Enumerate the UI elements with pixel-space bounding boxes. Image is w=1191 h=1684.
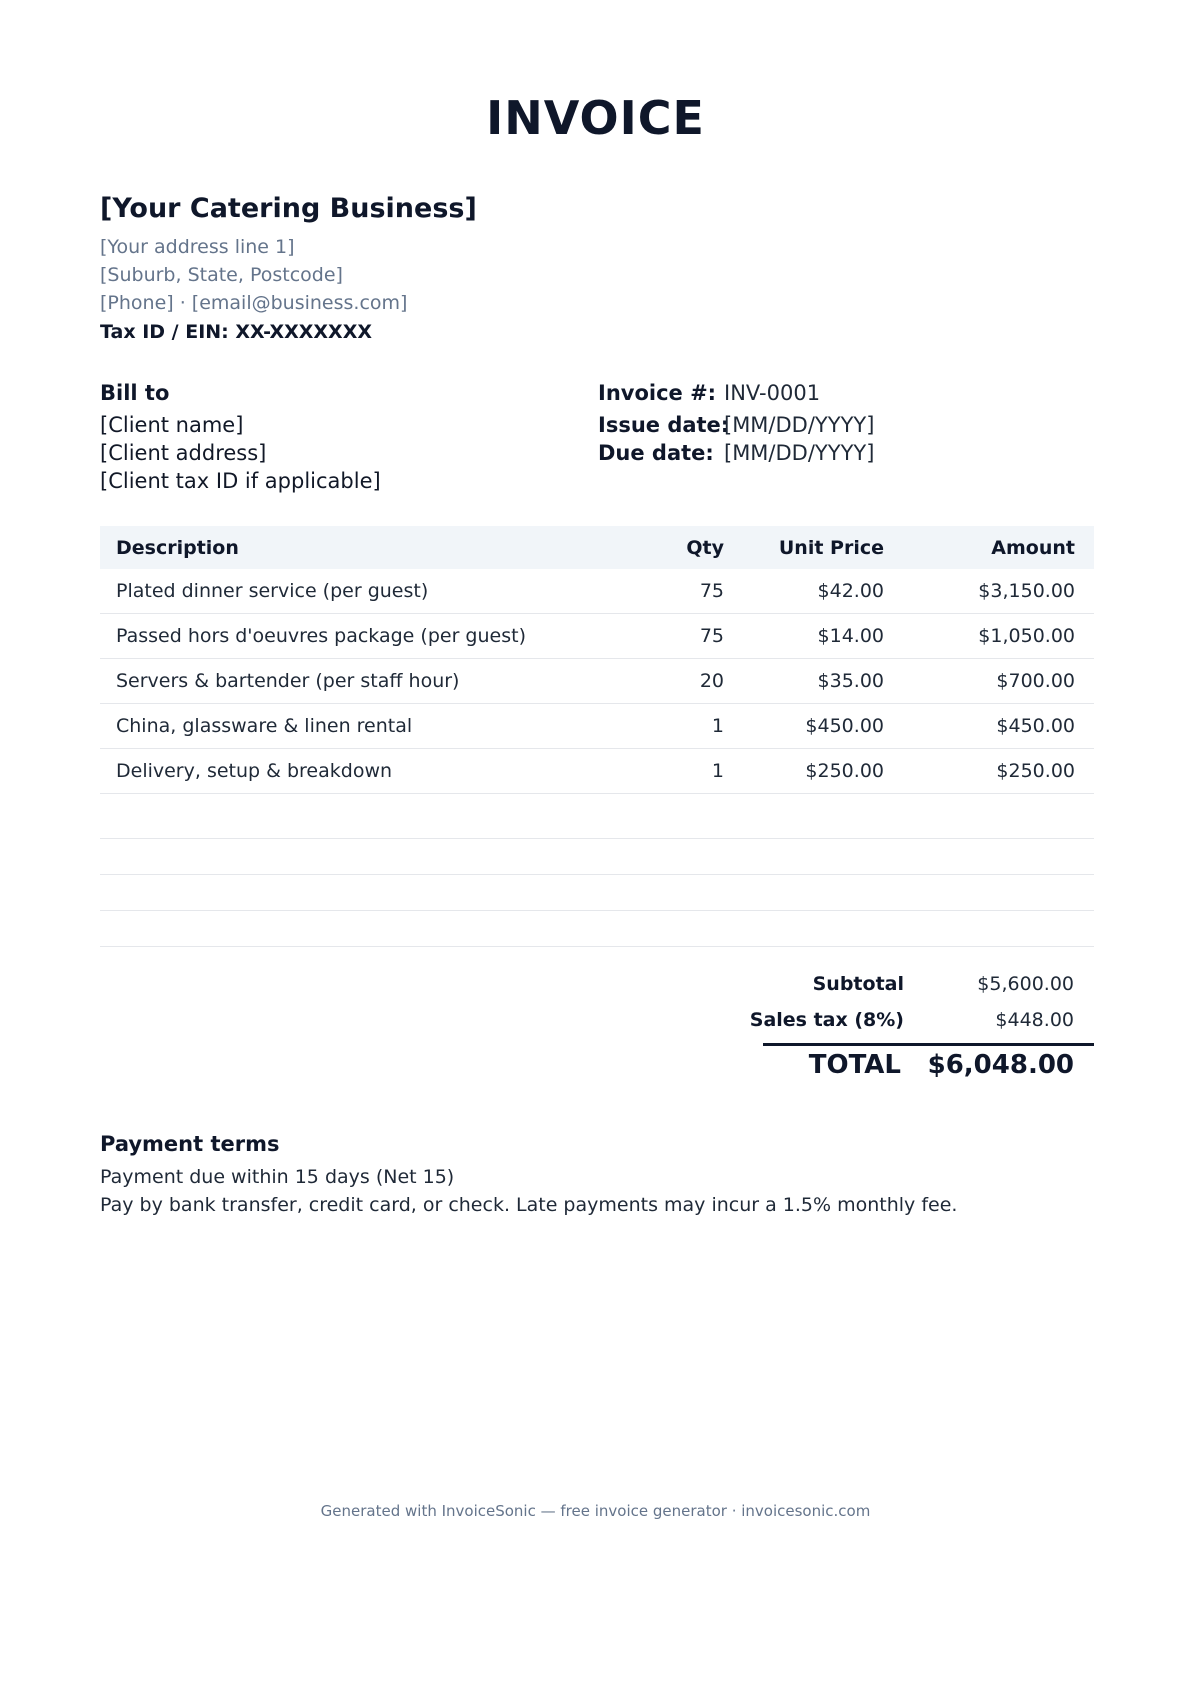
table-row — [100, 659, 1094, 704]
client-name: [Client name] — [100, 413, 244, 437]
item-unit-price: $14.00 — [817, 625, 884, 647]
item-description: Delivery, setup & breakdown — [116, 760, 393, 782]
bill-to-label: Bill to — [100, 381, 170, 405]
invoice-title: INVOICE — [486, 91, 705, 145]
subtotal-label: Subtotal — [812, 973, 904, 995]
item-description: Passed hors d'oeuvres package (per guest) — [116, 625, 526, 647]
header-amount: Amount — [991, 536, 1075, 559]
table-row — [100, 614, 1094, 659]
item-qty: 75 — [699, 625, 724, 647]
due-date-value: [MM/DD/YYYY] — [724, 441, 875, 465]
item-description: Servers & bartender (per staff hour) — [116, 670, 460, 692]
total-value: $6,048.00 — [927, 1050, 1074, 1080]
sales-tax-label: Sales tax (8%) — [749, 1009, 904, 1031]
payment-terms-line-2: Pay by bank transfer, credit card, or check. Late payments may incur a 1.5% monthly fee. — [100, 1194, 958, 1216]
header-unit-price: Unit Price — [778, 536, 884, 559]
empty-table-row — [100, 875, 1094, 911]
item-amount: $3,150.00 — [978, 580, 1075, 602]
item-amount: $450.00 — [996, 715, 1075, 737]
item-amount: $1,050.00 — [978, 625, 1075, 647]
payment-terms-heading: Payment terms — [100, 1132, 280, 1156]
empty-table-row — [100, 911, 1094, 947]
header-qty: Qty — [686, 536, 724, 559]
line-items-table — [100, 526, 1094, 947]
subtotal-value: $5,600.00 — [977, 973, 1074, 995]
invoice-number-value: INV-0001 — [724, 381, 821, 405]
business-address-line-1: [Your address line 1] — [100, 236, 295, 258]
empty-table-row — [100, 794, 1094, 839]
item-qty: 1 — [711, 715, 724, 737]
header-description: Description — [116, 536, 239, 559]
item-qty: 75 — [699, 580, 724, 602]
table-row — [100, 704, 1094, 749]
payment-terms-line-1: Payment due within 15 days (Net 15) — [100, 1166, 455, 1188]
issue-date-label: Issue date: — [598, 413, 730, 437]
invoice-number-label: Invoice #: — [598, 381, 717, 405]
item-unit-price: $250.00 — [805, 760, 884, 782]
client-tax-id: [Client tax ID if applicable] — [100, 469, 381, 493]
item-unit-price: $42.00 — [817, 580, 884, 602]
table-row — [100, 569, 1094, 614]
item-description: Plated dinner service (per guest) — [116, 580, 429, 602]
business-address-line-2: [Suburb, State, Postcode] — [100, 264, 343, 286]
client-address: [Client address] — [100, 441, 267, 465]
sales-tax-value: $448.00 — [995, 1009, 1074, 1031]
business-contact: [Phone] · [email@business.com] — [100, 292, 408, 314]
item-amount: $250.00 — [996, 760, 1075, 782]
item-qty: 20 — [699, 670, 724, 692]
total-divider — [763, 1043, 1094, 1046]
item-unit-price: $450.00 — [805, 715, 884, 737]
table-header-row — [100, 526, 1094, 569]
due-date-label: Due date: — [598, 441, 714, 465]
empty-table-row — [100, 839, 1094, 875]
table-row — [100, 749, 1094, 794]
item-qty: 1 — [711, 760, 724, 782]
item-amount: $700.00 — [996, 670, 1075, 692]
item-description: China, glassware & linen rental — [116, 715, 413, 737]
total-label: TOTAL — [808, 1050, 901, 1080]
business-name: [Your Catering Business] — [100, 193, 477, 224]
footer-note: Generated with InvoiceSonic — free invoice generator · invoicesonic.com — [320, 1502, 871, 1520]
issue-date-value: [MM/DD/YYYY] — [724, 413, 875, 437]
business-tax-id: Tax ID / EIN: XX-XXXXXXX — [100, 321, 373, 343]
item-unit-price: $35.00 — [817, 670, 884, 692]
